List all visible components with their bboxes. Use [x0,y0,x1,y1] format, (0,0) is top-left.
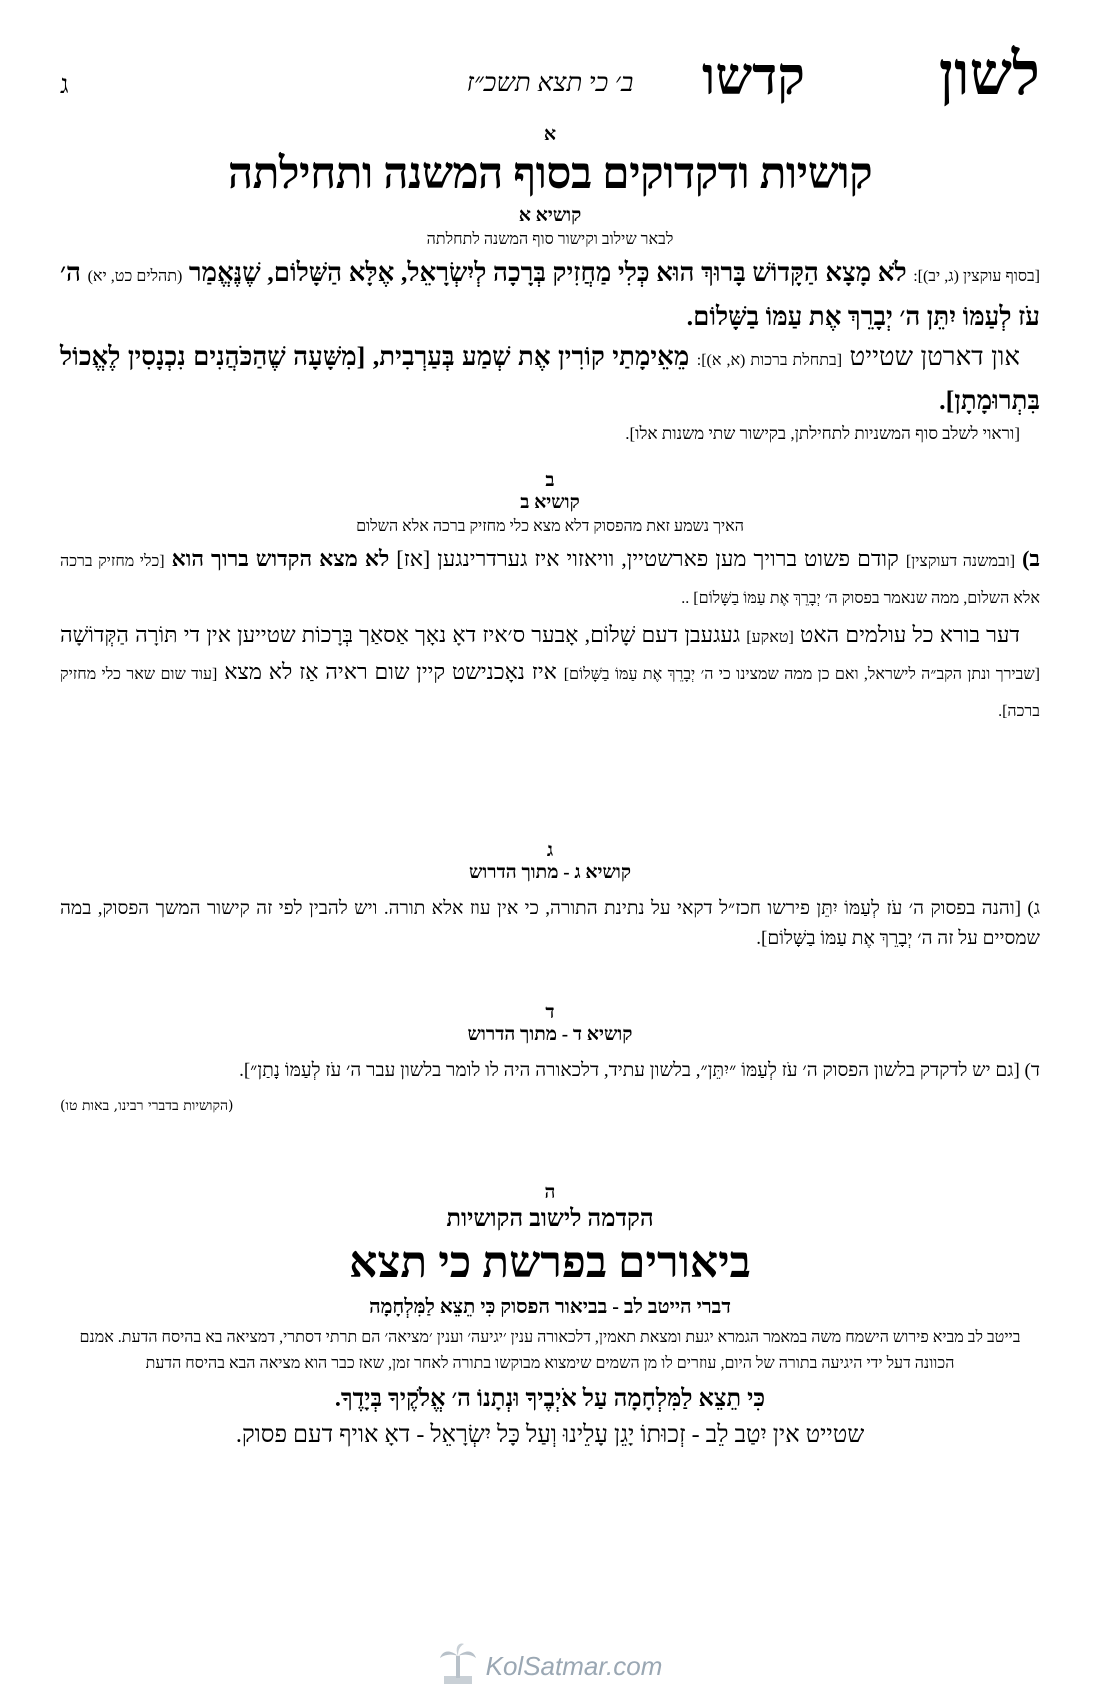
text-small: [טאקע] [746,629,794,646]
paragraph: ד) [גם יש לדקדק בלשון הפסוק ה׳ עֹז לְעַמּוֹ ״יִתֵּן״, בלשון עתיד, דלכאורה היה לו לומר בלשון עבר ה׳ עֹז לְעַמּוֹ נָתַן״]. [239,1060,1040,1081]
source-ref: [בסוף עוקצין (ג, יב)]: [913,268,1040,285]
section-note: בייטב לב מביא פירוש הישמח משה במאמר הגמרא יגעת ומצאת תאמין, דלכאורה ענין ׳יגיעה׳ וענין ׳מציאה׳ הם תרתי דסתרי, דמציאה בא בהיסח הדעת. אמנם הכוונה דעל ידי היגיעה בתורה של היום, עוזרים לו מן השמים שימצוא מבוקשו בתורה לאחר זמן, שאז כבר הוא מציאה הבא בהיסח הדעת [79,1329,1021,1372]
logo-text [486,1651,663,1682]
section-letter: ה [544,1182,556,1203]
text: איז נאָכנישט קיין שום ראיה אַז לא מצא [224,659,557,684]
text-small: [עוד שום שאר כלי מחזיק ברכה]. [60,666,1040,720]
quote-bold: מֵאֵימָתַי קוֹרִין אֶת שְׁמַע בְּעַרְבִית, [מִשָּׁעָה שֶׁהַכֹּהֲנִים נִכְנָסִין לֶאֱכוֹל בִּתְרוּמָתָן]. [60,342,1040,415]
citation: (הקושיות בדברי רבינו, באות טו) [60,1098,234,1114]
section-letter: ד [545,1002,555,1023]
text: געגעבן דעם שָׁלוֹם, אָבער ס׳איז דאָ נאָך אַסאַך בְּרָכוֹת שטייען אין די תּוֹרָה הַקְּדוֹשָׁה [60,622,741,647]
section-e [60,1182,1040,1453]
masthead-title-left: קדשו [702,49,805,106]
source-ref: [בתחלת ברכות (א, א)]: [696,352,843,369]
quote-bold: לא מצא הקדוש ברוך הוא [171,546,390,571]
paragraph: [וראוי לשלב סוף המשניות לתחילתן, בקישור שתי משנות אלו]. [625,424,1020,443]
section-letter: א [543,124,557,145]
text-small: [כלי מחזיק ברכה אלא השלום, ממה שנאמר בפסוק ה׳ יְבָרֵךְ אֶת עַמּוֹ בַשָּׁלוֹם] .. [60,553,1040,607]
section-note: לבאר שילוב וקישור סוף המשנה לתחלתה [426,231,674,248]
palm-tree-icon [438,1642,478,1690]
section-title: קושיות ודקדוקים בסוף המשנה ותחילתה [227,149,873,198]
text: און דארטן שטייט [849,342,1021,371]
text: קודם פשוט ברויך מען פארשטיין, וויאזוי איז גערדרינגען [אז] [396,546,899,571]
section-subtitle: דברי הייטב לב - בביאור הפסוק כִּי תֵצֵא לַמִּלְחָמָה [369,1296,731,1318]
masthead-date: ב׳ כי תצא תשכ״ז [466,68,634,97]
quote-bold: ה׳ עֹז לְעַמּוֹ יִתֵּן ה׳ יְבָרֵךְ אֶת עַמּוֹ בַשָּׁלוֹם. [60,258,1040,331]
paragraph [60,253,1040,337]
section-subtitle: קושיא ג - מתוך הדרוש [468,862,632,883]
verse: כִּי תֵצֵא לַמִּלְחָמָה עַל אֹיְבֶיךָ וּנְתָנוֹ ה׳ אֱלֹקֶיךָ בְּיָדֶךָ. [334,1386,766,1412]
section-letter: ב [545,470,555,491]
masthead-title-right: לשון [938,41,1040,107]
section-b [60,470,1040,729]
section-subtitle: קושיא ב [520,492,580,513]
section-letter: ג [546,840,554,861]
footer-logo [0,1642,1100,1692]
para-marker: ב) [1022,546,1041,571]
kolsatmar-logo [438,1642,663,1690]
quote-bold: לֹא מָצָא הַקָּדוֹשׁ בָּרוּךְ הוּא כְּלִי מַחֲזִיק בְּרָכָה לְיִשְׂרָאֵל, אֶלָּא הַשָּׁלוֹם, שֶׁנֶּאֱמַר [188,258,907,287]
logo-main: KolSatmar [485,1650,607,1681]
section-subtitle: קושיא א [518,205,582,226]
source-ref: (תהלים כט, יא) [87,268,183,285]
paragraph [60,542,1040,616]
source-ref: [ובמשנה דעוקצין] [905,553,1016,570]
section-title: ביאורים בפרשת כי תצא [349,1238,751,1287]
section-subtitle: קושיא ד - מתוך הדרוש [467,1024,633,1045]
paragraph: ג) [והנה בפסוק ה׳ עֹז לְעַמּוֹ יִתֵּן פירשו חכז״ל דקאי על נתינת התורה, כי אין עוז אלא תורה. ויש להבין לפי זה קישור המשך הפסוק, במה שמסיים על זה ה׳ יְבָרֵךְ אֶת עַמּוֹ בַשָּׁלוֹם]. [60,898,1040,949]
section-a [60,124,1040,447]
paragraph [60,337,1040,421]
paragraph [60,618,1040,729]
section-d [60,1002,1040,1114]
masthead [60,40,1040,110]
section-note: האיך נשמע זאת מהפסוק דלא מצא כלי מחזיק ברכה אלא השלום [356,518,744,535]
text-small: [שבירך ונתן הקב״ה לישראל, ואם כן ממה שמצינו כי ה׳ יְבָרֵךְ אֶת עַמּוֹ בַשָּׁלוֹם] [563,666,1040,683]
section-intro: הקדמה לישוב הקושיות [446,1206,654,1232]
text: דער בורא כל עולמים האט [800,622,1020,647]
logo-suffix: .com [606,1650,663,1681]
paragraph: שטייט אין יִטַב לֵב - זְכוּתוֹ יָגֵן עָלֵינוּ וְעַל כָּל יִשְׂרָאֵל - דאָ אויף דעם פסוק. [235,1422,865,1448]
page-number: ג [60,70,69,99]
section-c [60,840,1040,954]
